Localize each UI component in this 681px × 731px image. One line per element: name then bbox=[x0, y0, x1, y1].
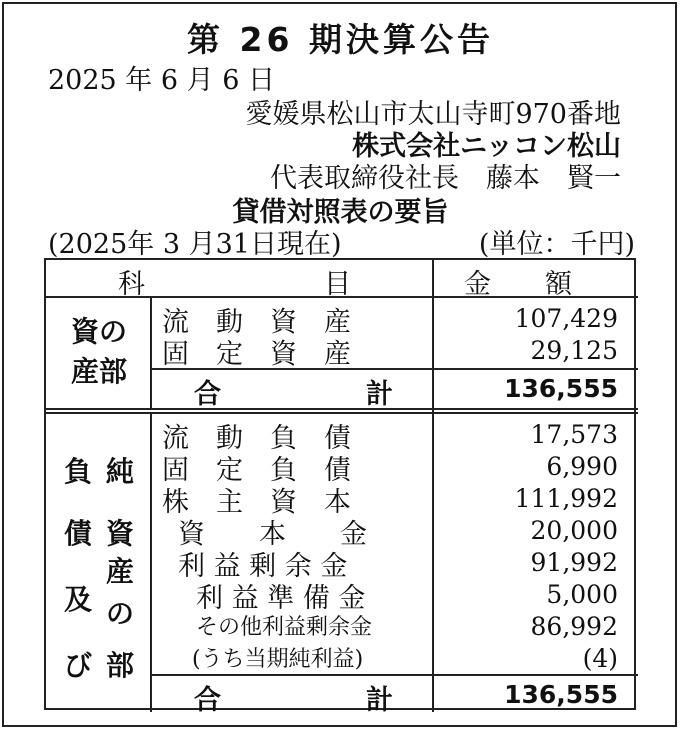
liab-row-label: 株 主 資 本 bbox=[162, 487, 351, 518]
liab-row-label: その他利益剰余金 bbox=[196, 615, 373, 640]
assets-total-label-1: 合 bbox=[194, 379, 221, 410]
liab-row-value: 20,000 bbox=[530, 516, 618, 545]
liab-row-value: 6,990 bbox=[546, 452, 618, 481]
assets-section-line2: 産部 bbox=[70, 355, 127, 388]
divider bbox=[150, 674, 638, 676]
liab-row-value: (4) bbox=[582, 644, 618, 673]
liab-col1-char: 債 bbox=[63, 517, 92, 550]
liab-row-value: 111,992 bbox=[514, 484, 618, 513]
liab-row-value: 91,992 bbox=[530, 548, 618, 577]
divider bbox=[432, 260, 434, 712]
assets-total-value: 136,555 bbox=[504, 374, 618, 403]
liab-row-value: 5,000 bbox=[546, 580, 618, 609]
as-of-date: (2025年 3 月31日現在) bbox=[48, 229, 342, 260]
liab-row-label: 固 定 負 債 bbox=[162, 455, 351, 486]
header-amount: 金 額 bbox=[464, 269, 572, 300]
liab-row-label: (うち当期純利益) bbox=[192, 647, 364, 672]
balance-sheet-title: 貸借対照表の要旨 bbox=[232, 197, 449, 228]
asset-row-label: 流 動 資 産 bbox=[162, 307, 351, 338]
divider bbox=[150, 414, 152, 712]
liab-total-label-1: 合 bbox=[194, 685, 221, 716]
representative: 代表取締役社長 藤本 賢一 bbox=[270, 163, 621, 194]
asset-row-value: 107,429 bbox=[514, 304, 618, 333]
liab-col1-char: 及 bbox=[63, 583, 92, 616]
notice-date: 2025 年 6 月 6 日 bbox=[48, 65, 275, 96]
header-kamoku-1: 科 bbox=[118, 269, 145, 300]
liab-row-label: 利 益 準 備 金 bbox=[196, 583, 366, 614]
liab-row-label: 流 動 負 債 bbox=[162, 423, 351, 454]
assets-section-line1: 資の bbox=[70, 315, 127, 348]
liab-row-label: 資 本 金 bbox=[178, 519, 367, 550]
company-address: 愛媛県松山市太山寺町970番地 bbox=[245, 99, 621, 130]
divider bbox=[150, 298, 152, 408]
balance-sheet-table bbox=[44, 258, 636, 716]
liab-col2-char: 純 bbox=[105, 455, 134, 488]
liab-col1-char: 負 bbox=[63, 455, 92, 488]
liab-total-label-2: 計 bbox=[366, 685, 393, 716]
notice-title: 第 26 期決算公告 bbox=[187, 20, 494, 59]
asset-row-value: 29,125 bbox=[530, 336, 618, 365]
liab-col2-char: 部 bbox=[105, 649, 134, 682]
liab-row-label: 利 益 剰 余 金 bbox=[178, 551, 348, 582]
divider bbox=[46, 412, 638, 414]
liab-col2-char: の bbox=[105, 597, 134, 630]
assets-total-label-2: 計 bbox=[366, 379, 393, 410]
liab-row-value: 17,573 bbox=[530, 420, 618, 449]
company-name: 株式会社ニッコン松山 bbox=[352, 131, 621, 162]
liab-col2-char: 産 bbox=[105, 555, 134, 588]
liab-col2-char: 資 bbox=[105, 517, 134, 550]
unit-label: (単位：千円) bbox=[478, 229, 635, 260]
liab-col1-char: び bbox=[63, 649, 92, 682]
asset-row-label: 固 定 資 産 bbox=[162, 339, 351, 370]
liab-row-value: 86,992 bbox=[530, 612, 618, 641]
liab-total-value: 136,555 bbox=[504, 680, 618, 709]
header-kamoku-2: 目 bbox=[324, 269, 351, 300]
divider bbox=[46, 408, 638, 410]
